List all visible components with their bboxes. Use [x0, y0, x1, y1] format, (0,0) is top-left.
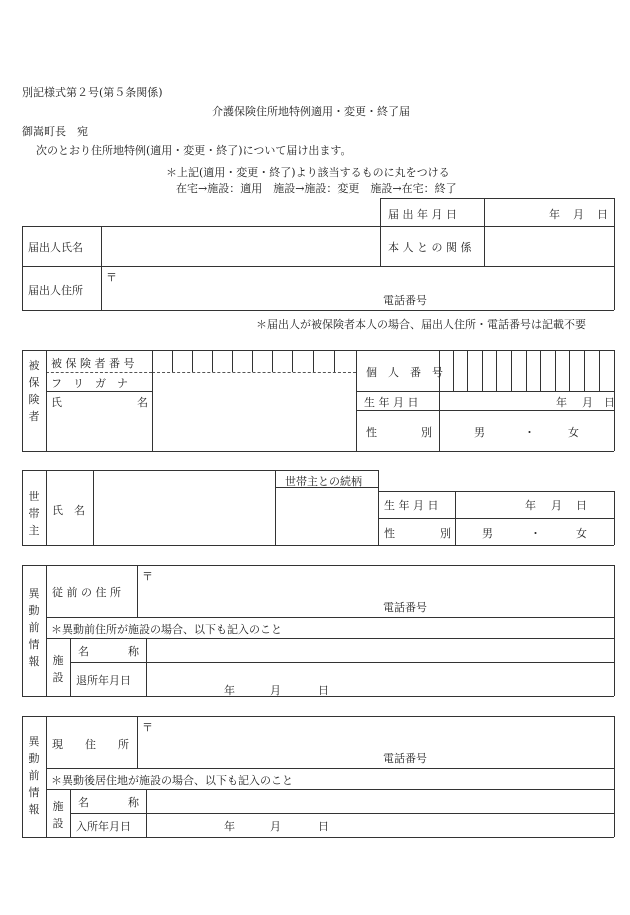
- applicant-address-field[interactable]: [102, 267, 613, 309]
- form-title: 介護保険住所地特例適用・変更・終了届: [212, 105, 410, 118]
- current-address-field[interactable]: [138, 717, 613, 767]
- insured-name-label-2: 名: [137, 396, 148, 409]
- hh-birth-unit-month: 月: [551, 499, 562, 512]
- householder-sex-male[interactable]: 男: [482, 527, 493, 540]
- personal-number-field[interactable]: [440, 351, 613, 390]
- move-out-unit-month: 月: [270, 684, 281, 697]
- before-postal-mark: 〒: [142, 570, 153, 583]
- householder-sex-separator: ・: [530, 527, 541, 540]
- applicant-address-label: 届出人住所: [28, 284, 83, 297]
- before-facility-name-label-2: 称: [128, 645, 139, 658]
- form-number: 別記様式第２号(第５条関係): [22, 86, 163, 99]
- hh-birth-unit-year: 年: [525, 499, 536, 512]
- legend-text: 在宅→施設：適用 施設→施設：変更 施設→在宅：終了: [176, 182, 457, 195]
- householder-sex-label-1: 性: [384, 527, 395, 540]
- insured-sex-separator: ・: [524, 426, 535, 439]
- before-facility-name-field[interactable]: [147, 639, 613, 661]
- before-phone-label: 電話番号: [383, 601, 427, 614]
- before-facility-name-label-1: 名: [78, 645, 89, 658]
- date-unit-year: 年: [549, 208, 560, 221]
- insured-name-field[interactable]: [153, 392, 355, 450]
- insured-sex-female[interactable]: 女: [568, 426, 579, 439]
- personal-number-label: 個 人 番 号: [366, 366, 443, 379]
- move-out-date-field[interactable]: [147, 663, 613, 695]
- insured-number-label: 被 保 険 者 番 号: [51, 357, 135, 370]
- applicant-name-label: 届出人氏名: [28, 241, 83, 254]
- insured-number-field[interactable]: [153, 351, 355, 371]
- before-move-note: ＊異動前住所が施設の場合、以下も記入のこと: [51, 623, 282, 636]
- after-facility-name-label-1: 名: [78, 796, 89, 809]
- furigana-label: フ リ ガ ナ: [51, 377, 128, 390]
- birth-unit-month: 月: [582, 396, 593, 409]
- householder-relation-label: 世帯主との続柄: [285, 475, 362, 488]
- move-in-date-label: 入所年月日: [76, 820, 131, 833]
- birth-unit-day: 日: [604, 396, 615, 409]
- before-facility-label: 施設: [52, 654, 64, 685]
- date-unit-day: 日: [597, 208, 608, 221]
- applicant-note: ＊届出人が被保険者本人の場合、届出人住所・電話番号は記載不要: [256, 318, 586, 331]
- move-out-unit-year: 年: [224, 684, 235, 697]
- householder-name-field[interactable]: [94, 471, 274, 544]
- move-out-unit-day: 日: [318, 684, 329, 697]
- insured-sex-label-1: 性: [366, 426, 377, 439]
- insured-sex-label-2: 別: [421, 426, 432, 439]
- householder-birth-label: 生 年 月 日: [384, 499, 439, 512]
- insured-sex-male[interactable]: 男: [474, 426, 485, 439]
- householder-name-label: 氏 名: [52, 504, 85, 517]
- after-facility-name-field[interactable]: [147, 790, 613, 812]
- householder-sex-female[interactable]: 女: [576, 527, 587, 540]
- relation-field[interactable]: [485, 227, 613, 265]
- current-address-label: 現 住 所: [52, 738, 129, 751]
- householder-relation-field[interactable]: [276, 488, 377, 544]
- applicant-name-field[interactable]: [102, 227, 379, 265]
- relation-label: 本 人 と の 関 係: [388, 241, 472, 254]
- move-in-date-field[interactable]: [147, 814, 613, 836]
- postal-mark: 〒: [106, 271, 117, 284]
- insured-section-label: 被保険者: [28, 359, 40, 424]
- householder-section-label: 世帯主: [28, 490, 40, 538]
- hh-birth-unit-day: 日: [576, 499, 587, 512]
- furigana-field[interactable]: [153, 373, 355, 390]
- before-move-section-label: 異動前情報: [28, 587, 40, 669]
- submission-date-label: 届 出 年 月 日: [388, 208, 457, 221]
- after-facility-label: 施設: [52, 800, 64, 831]
- instruction-text: ＊上記(適用・変更・終了)より該当するものに丸をつける: [166, 166, 450, 179]
- move-in-unit-month: 月: [270, 820, 281, 833]
- move-in-unit-day: 日: [318, 820, 329, 833]
- birth-unit-year: 年: [556, 396, 567, 409]
- after-facility-name-label-2: 称: [128, 796, 139, 809]
- previous-address-field[interactable]: [138, 566, 613, 616]
- addressee: 御嵩町長 宛: [22, 125, 88, 138]
- after-move-note: ＊異動後居住地が施設の場合、以下も記入のこと: [51, 774, 293, 787]
- intro-text: 次のとおり住所地特例(適用・変更・終了)について届け出ます。: [36, 144, 352, 157]
- after-move-section-label: 異動前情報: [28, 735, 40, 817]
- phone-label: 電話番号: [383, 294, 427, 307]
- insured-name-label-1: 氏: [51, 396, 62, 409]
- move-out-date-label: 退所年月日: [76, 674, 131, 687]
- insured-birth-label: 生 年 月 日: [364, 396, 419, 409]
- move-in-unit-year: 年: [224, 820, 235, 833]
- householder-sex-label-2: 別: [440, 527, 451, 540]
- previous-address-label: 従 前 の 住 所: [52, 586, 121, 599]
- after-phone-label: 電話番号: [383, 752, 427, 765]
- after-postal-mark: 〒: [142, 721, 153, 734]
- date-unit-month: 月: [573, 208, 584, 221]
